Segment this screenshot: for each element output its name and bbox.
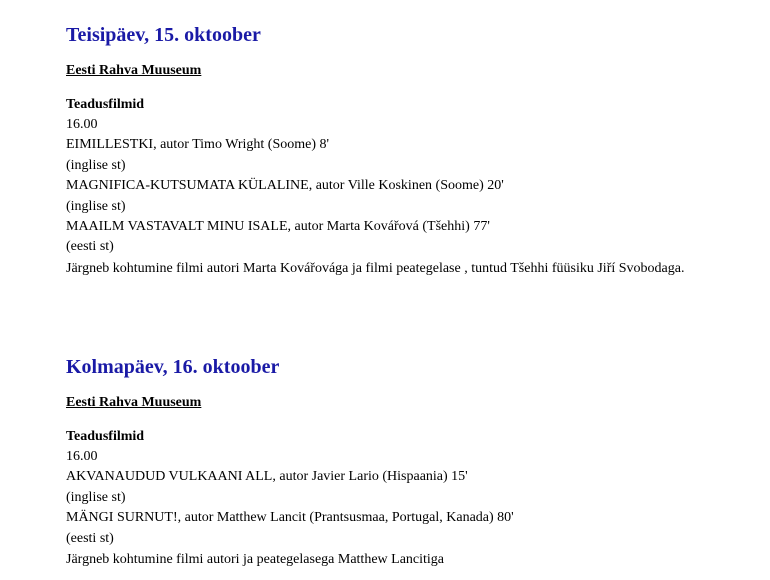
film-entry: AKVANAUDUD VULKAANI ALL, autor Javier Lario (Hispaania) 15' xyxy=(66,469,468,485)
subtitle-language: (eesti st) xyxy=(66,530,114,546)
program-block xyxy=(66,427,716,572)
film-entry: EIMILLESTKI, autor Timo Wright (Soome) 8' xyxy=(66,137,330,153)
venue-name: Eesti Rahva Muuseum xyxy=(66,63,202,78)
film-entry: MAGNIFICA-KUTSUMATA KÜLALINE, autor Ville Koskinen (Soome) 20' xyxy=(66,178,504,194)
subtitle-language: (inglise st) xyxy=(66,157,126,173)
film-entry: MAAILM VASTAVALT MINU ISALE, autor Marta Kovářová (Tšehhi) 77' xyxy=(66,219,490,235)
venue-name: Eesti Rahva Muuseum xyxy=(66,395,202,410)
category-label: Teadusfilmid xyxy=(66,97,145,112)
day-heading: Kolmapäev, 16. oktoober xyxy=(66,356,280,378)
program-block xyxy=(66,95,716,280)
event-note: Järgneb kohtumine filmi autori Marta Kovářovága ja filmi peategelase , tuntud Tšehhi füüsiku Jiří Svobodaga. xyxy=(66,260,685,276)
screening-time: 16.00 xyxy=(66,449,98,464)
film-entry: MÄNGI SURNUT!, autor Matthew Lancit (Prantsusmaa, Portugal, Kanada) 80' xyxy=(66,510,514,526)
subtitle-language: (inglise st) xyxy=(66,198,126,214)
subtitle-language: (eesti st) xyxy=(66,239,114,255)
event-note: Järgneb kohtumine filmi autori ja peategelasega Matthew Lancitiga xyxy=(66,552,444,568)
day-heading: Teisipäev, 15. oktoober xyxy=(66,24,261,46)
subtitle-language: (inglise st) xyxy=(66,489,126,505)
screening-time: 16.00 xyxy=(66,117,98,132)
category-label: Teadusfilmid xyxy=(66,429,145,444)
